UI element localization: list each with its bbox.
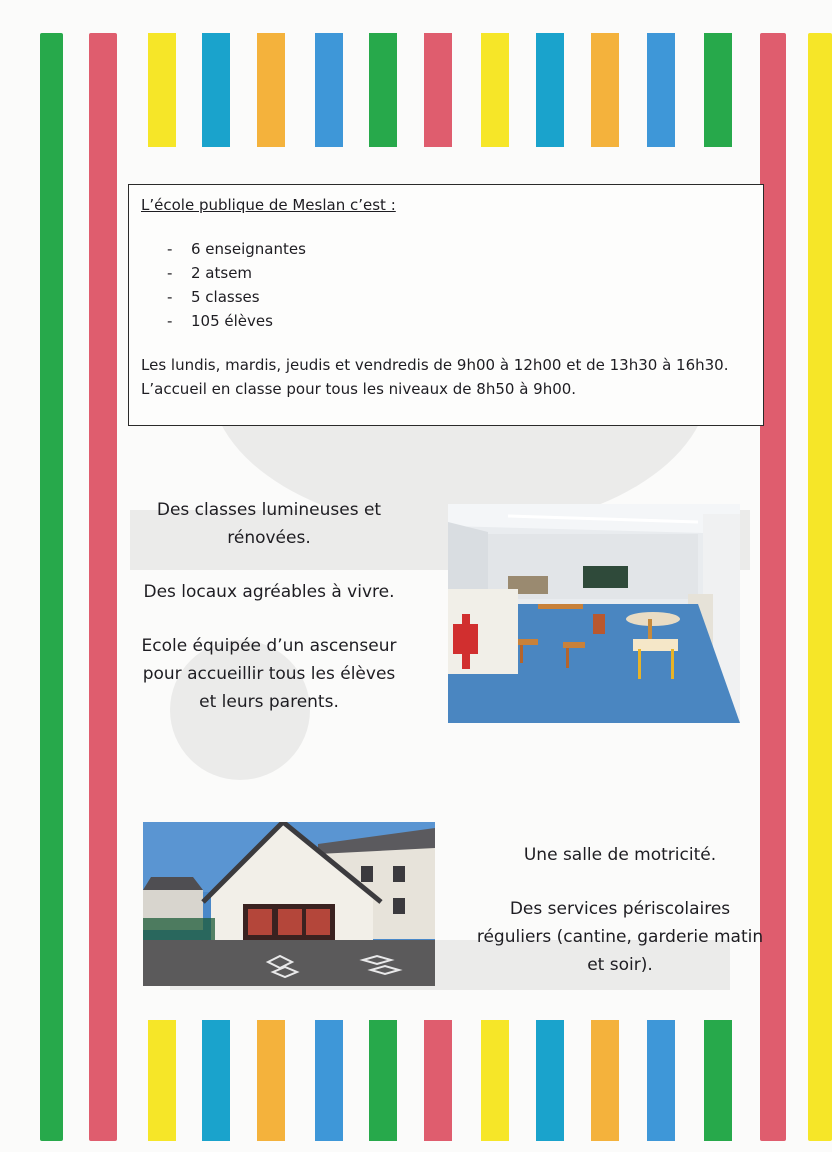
info-box-title: L’école publique de Meslan c’est : — [141, 196, 396, 214]
left-green-stripe — [40, 33, 63, 1141]
list-item-text: 6 enseignantes — [191, 240, 306, 258]
list-item — [141, 261, 749, 285]
schedule-text — [141, 353, 749, 401]
top-stripe-yellow — [148, 33, 176, 147]
bullet-dash: - — [167, 288, 173, 306]
top-stripe-orange — [591, 33, 619, 147]
classrooms-description — [140, 496, 398, 716]
top-stripe-sky — [315, 33, 343, 147]
services-description — [470, 841, 770, 979]
bullet-dash: - — [167, 240, 173, 258]
list-item — [141, 237, 749, 261]
list-item-text: 5 classes — [191, 288, 260, 306]
bottom-stripe-yellow — [148, 1020, 176, 1141]
bottom-stripe-yellow — [481, 1020, 509, 1141]
schedule-line: L’accueil en classe pour tous les niveaux de 8h50 à 9h00. — [141, 380, 577, 398]
list-item — [141, 285, 749, 309]
top-stripe-blue — [536, 33, 564, 147]
bottom-stripe-green — [369, 1020, 397, 1141]
top-stripe-pink — [424, 33, 452, 147]
feature-paragraph: Une salle de motricité. — [523, 845, 717, 865]
left-pink-stripe — [89, 33, 117, 1141]
bottom-stripe-orange — [257, 1020, 285, 1141]
bullet-dash: - — [167, 312, 173, 330]
school-info-box — [128, 184, 764, 426]
bottom-stripe-sky — [647, 1020, 675, 1141]
right-yellow-stripe — [808, 33, 832, 1141]
bottom-stripe-orange — [591, 1020, 619, 1141]
top-stripe-blue — [202, 33, 230, 147]
feature-paragraph: Ecole équipée d’un ascenseur pour accueillir tous les élèves et leurs parents. — [141, 636, 397, 712]
top-stripe-green — [369, 33, 397, 147]
bottom-stripe-green — [704, 1020, 732, 1141]
bottom-stripe-sky — [315, 1020, 343, 1141]
bullet-dash: - — [167, 264, 173, 282]
top-stripe-orange — [257, 33, 285, 147]
top-stripe-yellow — [481, 33, 509, 147]
bottom-stripe-pink — [424, 1020, 452, 1141]
top-stripe-green — [704, 33, 732, 147]
bottom-stripe-blue — [202, 1020, 230, 1141]
feature-paragraph: Des locaux agréables à vivre. — [143, 582, 395, 602]
bottom-stripe-blue — [536, 1020, 564, 1141]
top-stripe-sky — [647, 33, 675, 147]
motor-skills-hall-photo — [143, 822, 435, 986]
list-item — [141, 309, 749, 333]
schedule-line: Les lundis, mardis, jeudis et vendredis de 9h00 à 12h00 et de 13h30 à 16h30. — [141, 356, 729, 374]
list-item-text: 2 atsem — [191, 264, 253, 282]
feature-paragraph: Des classes lumineuses et rénovées. — [156, 500, 382, 548]
classroom-photo — [448, 504, 740, 723]
list-item-text: 105 élèves — [191, 312, 273, 330]
feature-paragraph: Des services périscolaires réguliers (cantine, garderie matin et soir). — [476, 899, 764, 975]
school-facts-list — [141, 237, 749, 333]
